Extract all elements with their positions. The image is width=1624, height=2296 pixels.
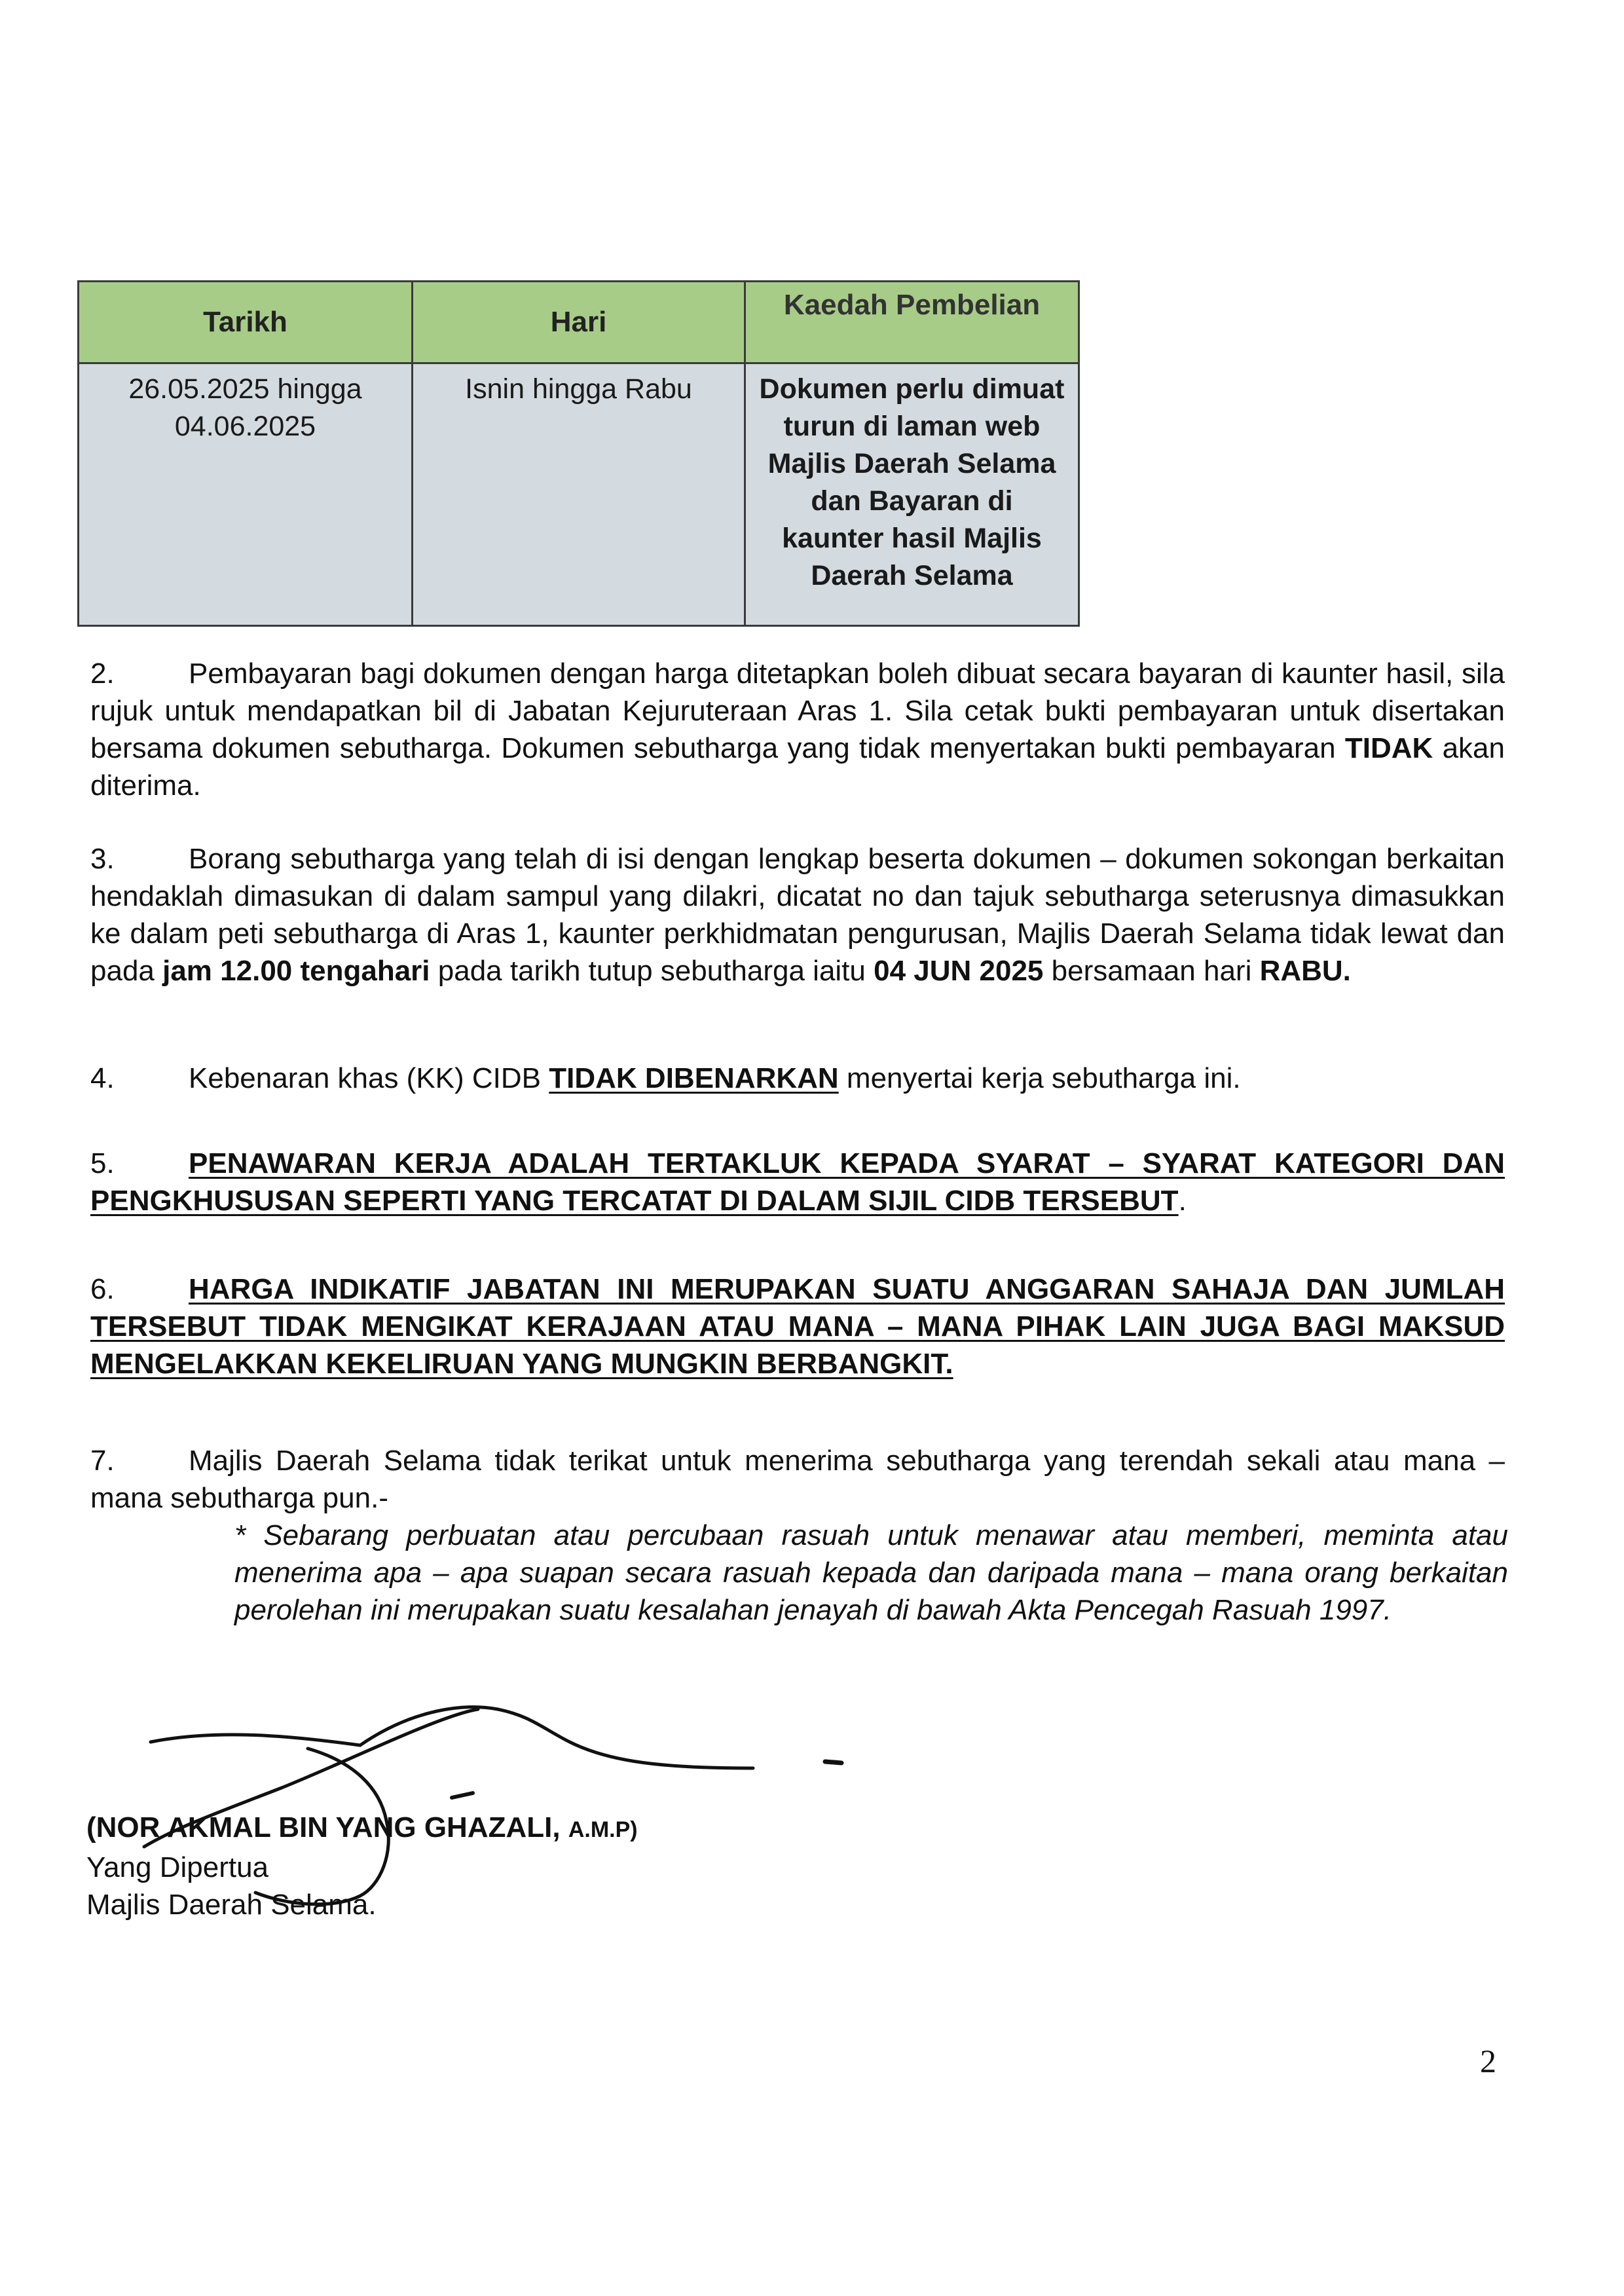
- table-header-row: [79, 282, 1079, 363]
- paragraph-2: [90, 655, 1505, 804]
- paragraph-number: 3.: [90, 843, 115, 875]
- signatory-name: (NOR AKMAL BIN YANG GHAZALI,: [86, 1811, 561, 1843]
- signatory-postnominal: A.M.P): [568, 1817, 638, 1842]
- paragraph-text: akan diterima.: [90, 732, 1505, 802]
- paragraph-number: 4.: [90, 1062, 115, 1094]
- paragraph-number: 5.: [90, 1147, 115, 1179]
- signatory-title: Yang Dipertua: [86, 1851, 269, 1883]
- schedule-table: [77, 280, 1080, 627]
- emphasis-tidak: TIDAK: [1344, 732, 1433, 764]
- anti-corruption-note: * Sebarang perbuatan atau percubaan rasuah untuk menawar atau memberi, meminta atau menerima apa – apa suapan secara rasuah kepada dan daripada mana – mana orang berkaitan perolehan ini merupakan suatu kesalahan jenayah di bawah Akta Pencegah Rasuah 1997.: [234, 1519, 1508, 1626]
- paragraph-number: 2.: [90, 657, 115, 690]
- paragraph-text: Majlis Daerah Selama tidak terikat untuk menerima sebutharga yang terendah sekali atau mana – mana sebutharga pun.-: [90, 1445, 1505, 1514]
- emphasis-day: RABU.: [1259, 955, 1351, 987]
- emphasis-tidak-dibenarkan: TIDAK DIBENARKAN: [549, 1062, 839, 1094]
- cell-hari: Isnin hingga Rabu: [413, 363, 745, 626]
- emphasis-date: 04 JUN 2025: [874, 955, 1044, 987]
- paragraph-number: 6.: [90, 1273, 115, 1305]
- cell-tarikh: 26.05.2025 hingga 04.06.2025: [79, 363, 413, 626]
- paragraph-text: bersamaan hari: [1043, 955, 1260, 987]
- paragraph-text: Pembayaran bagi dokumen dengan harga ditetapkan boleh dibuat secara bayaran di kaunter hasil, sila rujuk untuk mendapatkan bil di Jabatan Kejuruteraan Aras 1. Sila cetak bukti pembayaran untuk disertakan bersama dokumen sebutharga. Dokumen sebutharga yang tidak menyertakan bukti pembayaran: [90, 657, 1505, 764]
- signatory-organisation: Majlis Daerah Selama.: [86, 1889, 377, 1921]
- header-tarikh: Tarikh: [79, 282, 413, 363]
- paragraph-text: Borang sebutharga yang telah di isi dengan lengkap beserta dokumen – dokumen sokongan berkaitan hendaklah dimasukan di dalam sampul yang dilakri, dicatat no dan tajuk sebutharga seterusnya dimasukkan ke dalam peti sebutharga di Aras 1, kaunter perkhidmatan pengurusan, Majlis Daerah Selama tidak lewat dan pada: [90, 843, 1505, 987]
- table-row: [79, 363, 1079, 626]
- paragraph-7: [90, 1442, 1505, 1517]
- page-number: 2: [1480, 2043, 1496, 2079]
- header-hari: Hari: [413, 282, 745, 363]
- paragraph-tail: .: [1178, 1185, 1187, 1217]
- paragraph-number: 7.: [90, 1445, 115, 1477]
- signatory-block: [86, 1809, 638, 1923]
- emphasis-time: jam 12.00 tengahari: [162, 955, 430, 987]
- paragraph-4: [90, 1060, 1505, 1097]
- cell-kaedah: Dokumen perlu dimuat turun di laman web Majlis Daerah Selama dan Bayaran di kaunter hasil Majlis Daerah Selama: [745, 363, 1079, 626]
- paragraph-text: PENAWARAN KERJA ADALAH TERTAKLUK KEPADA SYARAT – SYARAT KATEGORI DAN PENGKHUSUSAN SEPERTI YANG TERCATAT DI DALAM SIJIL CIDB TERSEBUT: [90, 1147, 1505, 1217]
- paragraph-3: [90, 840, 1505, 990]
- paragraph-text: menyertai kerja sebutharga ini.: [838, 1062, 1241, 1094]
- header-kaedah-pembelian: Kaedah Pembelian: [745, 282, 1079, 363]
- paragraph-5: [90, 1145, 1505, 1219]
- paragraph-text: pada tarikh tutup sebutharga iaitu: [430, 955, 874, 987]
- paragraph-text: Kebenaran khas (KK) CIDB: [189, 1062, 549, 1094]
- paragraph-text: HARGA INDIKATIF JABATAN INI MERUPAKAN SUATU ANGGARAN SAHAJA DAN JUMLAH TERSEBUT TIDAK MENGIKAT KERAJAAN ATAU MANA – MANA PIHAK LAIN JUGA BAGI MAKSUD MENGELAKKAN KEKELIRUAN YANG MUNGKIN BERBANGKIT.: [90, 1273, 1505, 1380]
- paragraph-6: [90, 1270, 1505, 1382]
